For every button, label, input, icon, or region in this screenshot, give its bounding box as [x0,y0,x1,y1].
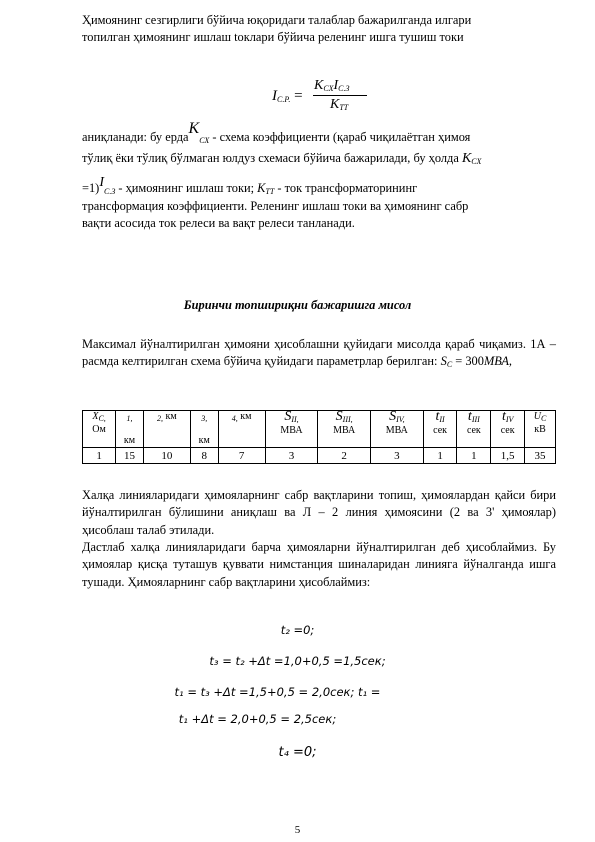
text-span: - ток трансформаторининг [274,181,418,195]
formula-num-i: I [333,78,339,93]
symbol-sub: С [446,360,453,370]
table-header-row [83,411,556,448]
header-cell: $U_С$ кВ [525,411,556,448]
table-cell: 7 [218,448,265,464]
header-cell: $S_{IV,}$ МВА [371,411,424,448]
page-number: 5 [294,824,301,836]
table-cell: 10 [143,448,190,464]
equation-2: t₃ = t₂ +Δt =1,0+0,5 =1,5сек; [209,654,386,668]
header-cell: $t_{II}$ сек [423,411,457,448]
table-cell: 3 [265,448,318,464]
symbol-sub: ТТ [265,187,275,196]
header-cell: $_{4,}$ км [218,411,265,448]
table-row [83,448,556,464]
text-line: вақти асосида ток релеси ва вақт релеси танланади. [82,216,355,230]
header-cell: $_{1,}$ км [116,411,144,448]
header-cell: $S_{III,}$ МВА [318,411,371,448]
table-cell: 1 [423,448,457,464]
table-cell: 1,5 [491,448,525,464]
symbol-k: K [461,151,472,166]
text-span: =1) [82,181,100,195]
text-line: Ҳимоянинг сезгирлиги бўйича юқоридаги талаблар бажарилганда илгари [82,13,472,27]
table-cell: 15 [116,448,144,464]
formula-num-k: K [314,78,324,93]
header-cell: $t_{III}$ сек [457,411,491,448]
text-span: - ҳимоянинг ишлаш токи; [115,181,258,195]
paragraph-task: Халқа линияларидаги ҳимояларнинг сабр вақтларини топиш, ҳимоялардан қайси бири йўналтирилган бўлишини аниқлаш ва Л – 2 линия ҳимоясини (2 ва 3' ҳимоялар) ҳисоблаш талаб этилади. [82,488,556,537]
paragraph-example [82,336,556,374]
equation-4: t₁ +Δt = 2,0+0,5 = 2,5сек; [178,712,337,726]
table-cell: 1 [83,448,116,464]
formula-den-sub: TT [339,103,349,112]
formula-equals: = [294,88,303,104]
symbol-sub: СХ [471,157,482,166]
formula-lhs-sub: С.Р. [277,95,291,104]
fraction-bar [313,95,367,96]
equation-5: t₄ =0; [278,745,317,760]
symbol-sub: С.З [103,187,116,196]
parameters-table [82,410,556,464]
text-span: аниқланади: бу ерда [82,130,189,144]
table-cell: 35 [525,448,556,464]
table-cell: 2 [318,448,371,464]
symbol-sub: СХ [199,136,210,145]
symbol-k: K [188,120,200,137]
equation-1: t₂ =0; [280,623,315,637]
table-cell: 3 [371,448,424,464]
formula-den-k: K [330,97,340,112]
table-cell: 1 [457,448,491,464]
section-heading: Биринчи топшириқни бажаришга мисол [183,298,412,312]
text-span: Максимал йўналтирилган ҳимояни ҳисоблашни қуйидаги мисолда қараб чиқамиз. 1А – расмда келтирилган схема бўйича қуйидаги параметрлар берилган: [82,337,556,369]
formula-lhs: I [272,88,277,104]
table-cell: 8 [190,448,218,464]
symbol-k: K [257,181,266,195]
symbol-i: I [99,175,104,190]
formula-num-sub2: С.З [338,84,350,93]
symbol-s: S [440,354,447,369]
header-cell: $t_{IV}$ сек [491,411,525,448]
unit: МВА, [483,354,513,369]
header-cell: $X_{С,}$ Ом [83,411,116,448]
header-cell: $_{2,}$ км [143,411,190,448]
header-cell: $S_{II,}$ МВА [265,411,318,448]
text-span: тўлиқ ёки тўлиқ бўлмаган юлдуз схемаси бўйича бажарилади, бу ҳолда [82,151,462,165]
text-span: = 300 [452,354,484,369]
text-line: топилган ҳимоянинг ишлаш toклари бўйича реленинг ишга тушиш токи [82,30,464,44]
equation-3: t₁ = t₃ +Δt =1,5+0,5 = 2,0сек; t₁ = [174,685,381,699]
text-line: трансформация коэффициенти. Реленинг ишлаш токи ва ҳимоянинг сабр [82,199,469,213]
text-span: - схема коэффициенти (қараб чиқилаётган ҳимоя [209,130,471,144]
paragraph-calculation: Дастлаб халқа линияларидаги барча ҳимояларни йўналтирилган деб ҳисоблаймиз. Бу ҳимоялар қисқа туташув қуввати нимстанция шиналаридан линияга йўналганда ишга тушади. Ҳимояларнинг сабр вақтларини ҳисоблаймиз: [82,540,556,589]
header-cell: $_{3,}$ км [190,411,218,448]
formula-num-sub: СХ [323,84,334,93]
